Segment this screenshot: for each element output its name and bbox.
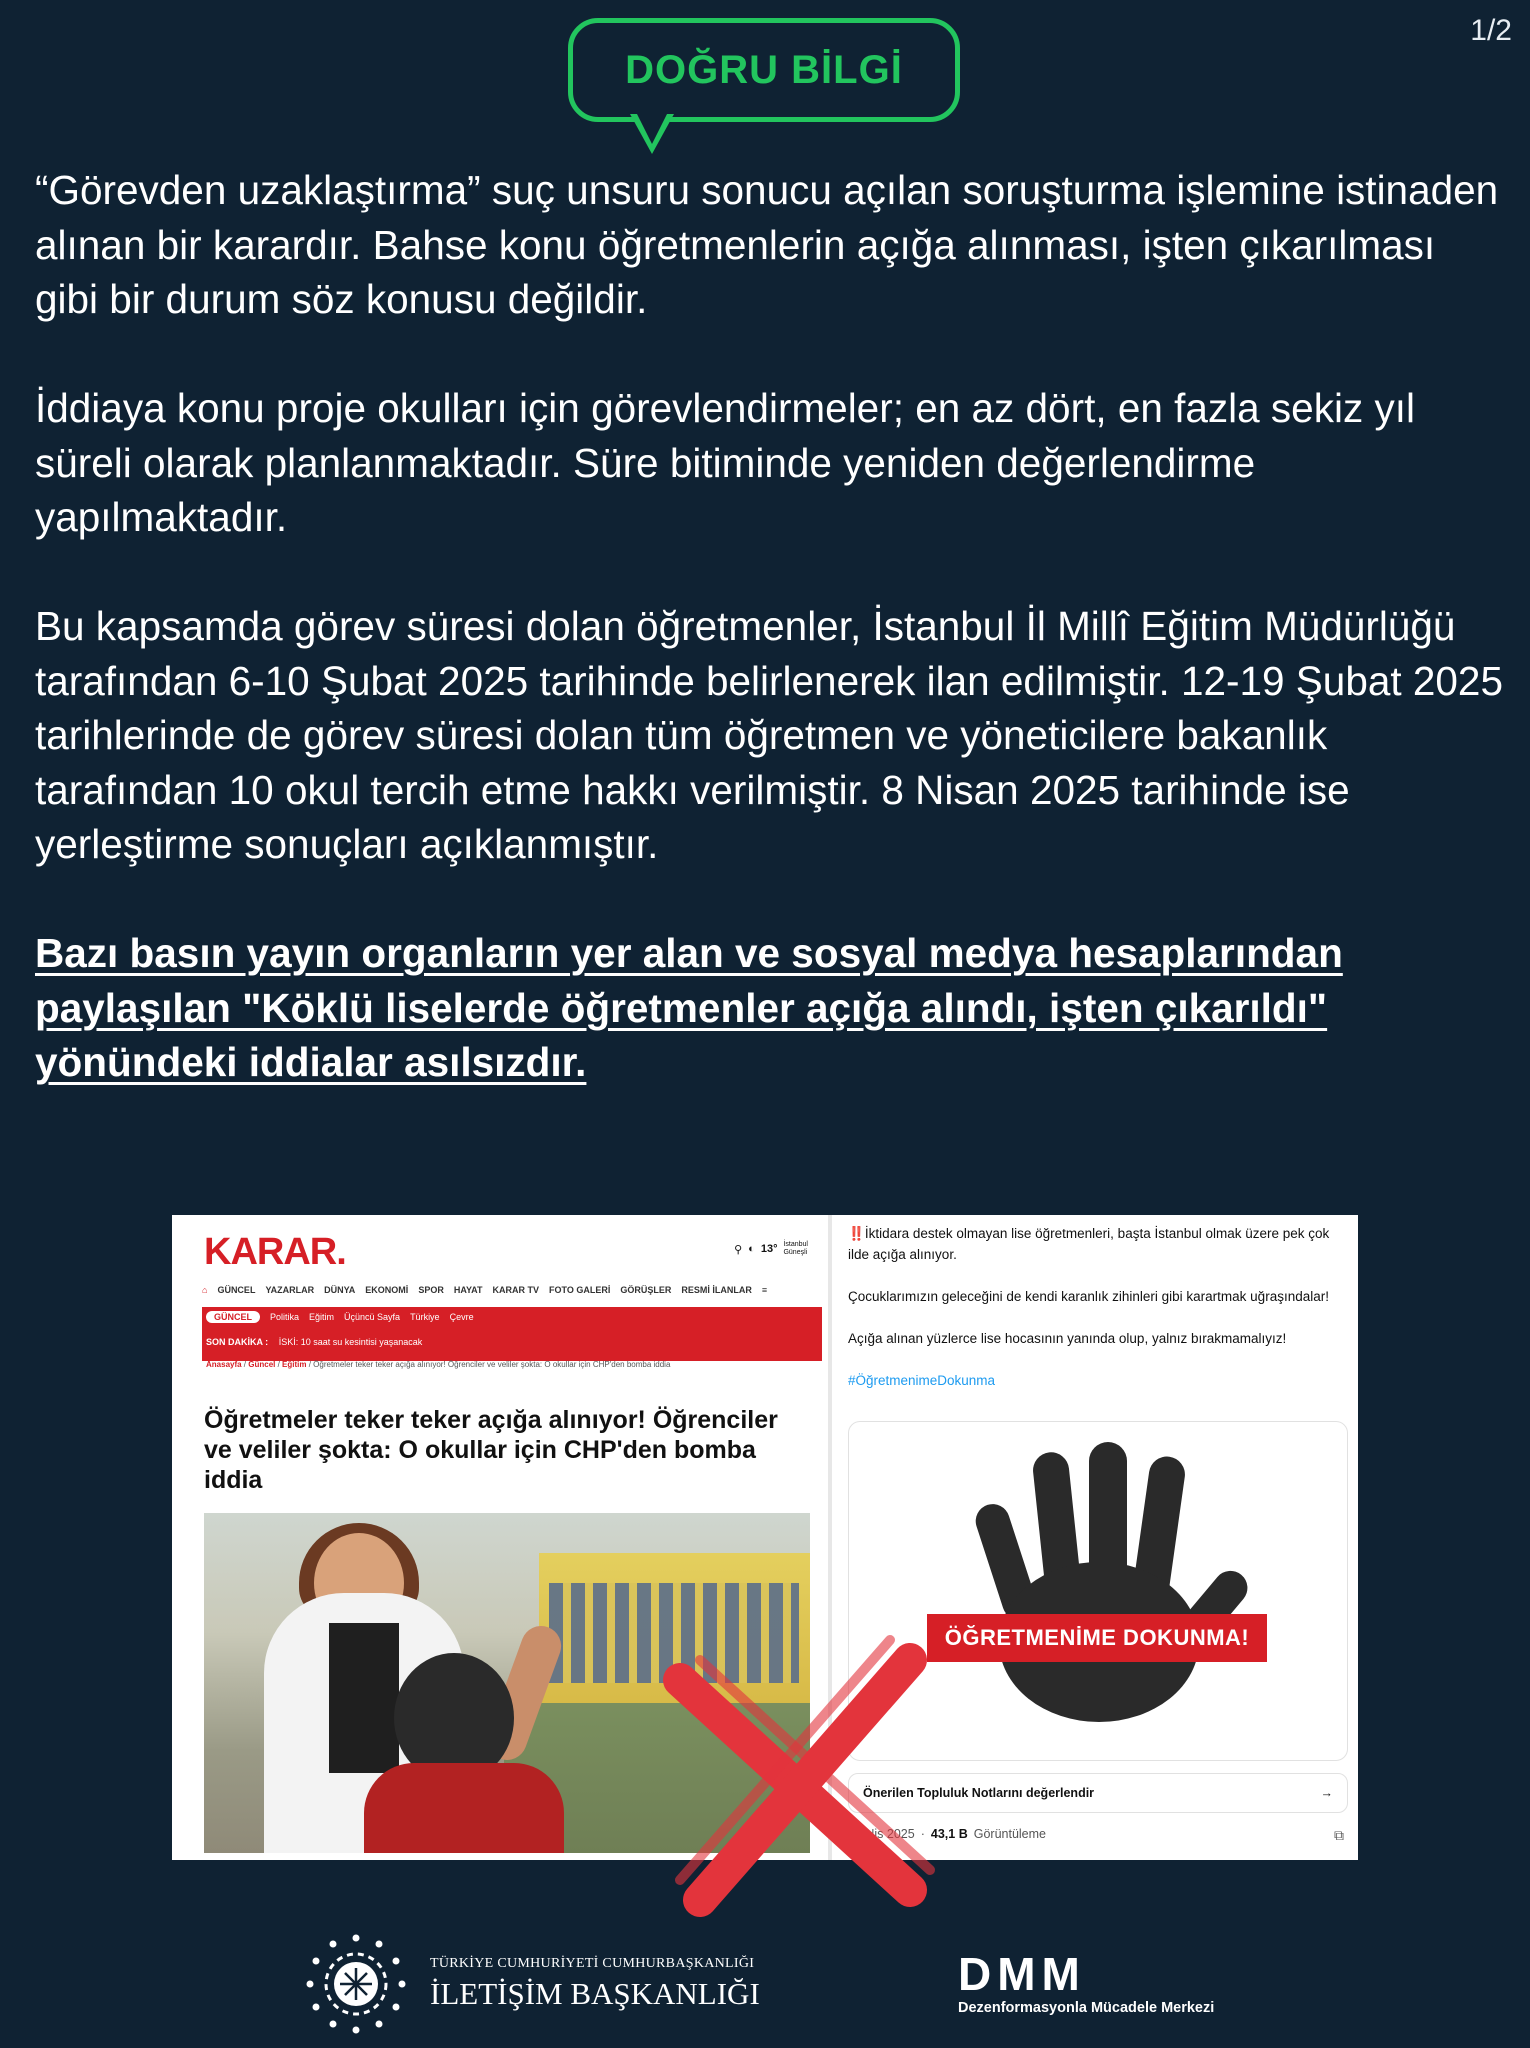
presidency-emblem-icon — [300, 1928, 412, 2040]
fact-check-label: DOĞRU BİLGİ — [625, 47, 903, 92]
dmm-logo — [958, 1948, 1215, 2016]
tweet-views: 43,1 B — [930, 1827, 968, 1841]
karar-toolbar — [734, 1241, 808, 1257]
subnav-item[interactable]: Çevre — [449, 1312, 474, 1322]
news-headline: Öğretmeler teker teker açığa alınıyor! Öğrenciler ve veliler şokta: O okullar için CHP'den bomba iddia — [204, 1406, 778, 1494]
breaking-text: İSKİ: 10 saat su kesintisi yaşanacak — [278, 1337, 423, 1347]
nav-item[interactable]: EKONOMİ — [365, 1285, 409, 1295]
breadcrumb-current: Öğretmeler teker teker açığa alınıyor! Öğrenciler ve veliler şokta: O okullar için CHP'den bomba iddia — [313, 1360, 671, 1369]
paragraph-1: “Görevden uzaklaştırma” suç unsuru sonucu açılan soruşturma işlemine istinaden alınan bir karardır. Bahse konu öğretmenlerin açığa alınması, işten çıkarılması gibi bir durum söz konusu değildir. — [35, 167, 1499, 322]
tweet-text — [848, 1223, 1348, 1412]
breadcrumb-item[interactable]: Eğitim — [282, 1360, 307, 1369]
paragraph-2: İddiaya konu proje okulları için görevlendirmeler; en az dört, en fazla sekiz yıl süreli olarak planlanmaktadır. Süre bitiminde yeniden değerlendirme yapılmaktadır. — [35, 385, 1415, 540]
subnav-item[interactable]: Politika — [270, 1312, 300, 1322]
search-icon[interactable]: ⚲ — [734, 1243, 743, 1256]
breadcrumb-home[interactable]: Anasayfa — [206, 1360, 242, 1369]
menu-icon[interactable]: ≡ — [761, 1285, 768, 1295]
toggle-icon[interactable]: ◐ — [748, 1243, 755, 1255]
nav-item[interactable]: HAYAT — [453, 1285, 483, 1295]
weather-temp: 13° — [760, 1243, 778, 1255]
weather-desc: Güneşli — [783, 1249, 808, 1256]
breadcrumb: Anasayfa / Güncel / Eğitim / Öğretmeler teker teker açığa alınıyor! Öğrenciler ve veliler şokta: O okullar için CHP'den bomba iddia — [206, 1360, 671, 1369]
double-exclamation-icon: ‼️ — [848, 1226, 865, 1241]
red-x-cross-icon — [640, 1620, 960, 1920]
nav-item[interactable]: SPOR — [418, 1285, 444, 1295]
tweet-line-1: İktidara destek olmayan lise öğretmenleri, başta İstanbul olmak üzere pek çok ilde açığa alınıyor. — [848, 1226, 1330, 1262]
subnav-item[interactable]: Eğitim — [309, 1312, 335, 1322]
iletisim-logo — [300, 1928, 760, 2040]
paragraph-3: Bu kapsamda görev süresi dolan öğretmenler, İstanbul İl Millî Eğitim Müdürlüğü tarafından 6-10 Şubat 2025 tarihinde belirlenerek ilan edilmiştir. 12-19 Şubat 2025 tarihlerinde de görev süresi dolan tüm öğretmen ve yöneticilere bakanlık tarafından 10 okul tercih etme hakkı verilmiştir. 8 Nisan 2025 tarihinde ise yerleştirme sonuçları açıklanmıştır. — [35, 603, 1503, 867]
conclusion-highlight: Bazı basın yayın organların yer alan ve sosyal medya hesaplarından paylaşılan "Köklü liselerde öğretmenler açığa alındı, işten çıkarıldı" yönündeki iddialar asılsızdır. — [35, 930, 1343, 1085]
arrow-right-icon: → — [1320, 1786, 1333, 1800]
nav-item[interactable]: RESMİ İLANLAR — [681, 1285, 752, 1295]
handprint-icon — [949, 1442, 1249, 1742]
tweet-banner: ÖĞRETMENİME DOKUNMA! — [927, 1614, 1267, 1662]
subnav-item[interactable]: Üçüncü Sayfa — [344, 1312, 401, 1322]
fact-check-badge — [568, 18, 960, 122]
nav-item[interactable]: FOTO GALERİ — [549, 1285, 611, 1295]
dmm-subtitle: Dezenformasyonla Mücadele Merkezi — [958, 2000, 1215, 2016]
tweet-views-label: Görüntüleme — [973, 1827, 1046, 1841]
tweet-line-3: Açığa alınan yüzlerce lise hocasının yanında olup, yalnız bırakmamalıyız! — [848, 1331, 1287, 1346]
karar-logo: KARAR. — [204, 1231, 346, 1273]
tweet-line-2: Çocuklarımızın geleceğini de kendi karanlık zihinleri gibi karartmak uğraşındalar! — [848, 1289, 1329, 1304]
share-icon[interactable]: ⧉ — [1334, 1827, 1344, 1843]
community-notes-label: Önerilen Topluluk Notlarını değerlendir — [863, 1786, 1095, 1800]
nav-item[interactable]: GÖRÜŞLER — [620, 1285, 672, 1295]
tweet-hashtag[interactable]: #ÖğretmenimeDokunma — [848, 1373, 996, 1388]
home-icon[interactable]: ⌂ — [202, 1285, 208, 1295]
tweet-meta: 12 Nis 2025 · 43,1 B Görüntüleme — [848, 1827, 1046, 1841]
iletisim-subtitle: TÜRKİYE CUMHURİYETİ CUMHURBAŞKANLIĞI — [430, 1956, 755, 1971]
breadcrumb-item[interactable]: Güncel — [248, 1360, 276, 1369]
article-body — [35, 163, 1505, 1090]
tweet-date[interactable]: 12 Nis 2025 — [848, 1827, 915, 1841]
subnav-item[interactable]: GÜNCEL — [206, 1311, 260, 1323]
nav-item[interactable]: GÜNCEL — [217, 1285, 256, 1295]
karar-subnav — [206, 1311, 474, 1323]
iletisim-title: İLETİŞİM BAŞKANLIĞI — [430, 1976, 760, 2011]
subnav-item[interactable]: Türkiye — [410, 1312, 440, 1322]
weather-city: İstanbul — [783, 1241, 808, 1248]
nav-item[interactable]: YAZARLAR — [265, 1285, 315, 1295]
karar-main-nav — [202, 1285, 767, 1295]
nav-item[interactable]: KARAR TV — [492, 1285, 540, 1295]
breaking-news-ticker[interactable] — [206, 1337, 422, 1347]
page-number: 1/2 — [1470, 14, 1512, 47]
nav-item[interactable]: DÜNYA — [324, 1285, 356, 1295]
breaking-label: SON DAKİKA : — [206, 1337, 269, 1347]
dmm-wordmark: DMM — [958, 1948, 1086, 2000]
